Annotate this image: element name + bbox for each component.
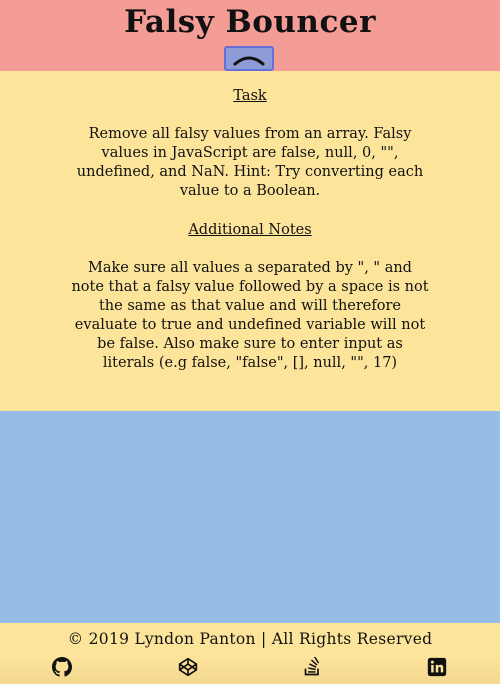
linkedin-link[interactable]	[427, 657, 447, 677]
copyright-text: © 2019 Lyndon Panton | All Rights Reserved	[67, 630, 433, 648]
stackoverflow-icon	[303, 657, 323, 677]
notes-heading: Additional Notes	[188, 222, 312, 238]
chevron-up-icon	[232, 53, 266, 67]
collapse-toggle-button[interactable]	[224, 46, 274, 71]
page-title: Falsy Bouncer	[124, 4, 376, 40]
output-area	[0, 411, 500, 623]
task-panel	[0, 71, 500, 411]
linkedin-icon	[427, 657, 447, 677]
github-link[interactable]	[52, 657, 72, 677]
github-icon	[52, 657, 72, 677]
notes-text: Make sure all values a separated by ", " and note that a falsy value followed by a space is not the same as that value and will therefore evaluate to true and undefined variable will not be false. Also make sure to enter input as literals (e.g false, "false", [], null, "", 17)	[71, 260, 429, 371]
footer	[0, 623, 500, 684]
task-description: Remove all falsy values from an array. Falsy values in JavaScript are false, null, 0, "", undefined, and NaN. Hint: Try converting each value to a Boolean.	[76, 126, 424, 199]
codepen-icon	[178, 657, 198, 677]
header	[0, 0, 500, 71]
task-heading: Task	[233, 88, 267, 104]
codepen-link[interactable]	[178, 657, 198, 677]
stackoverflow-link[interactable]	[303, 657, 323, 677]
